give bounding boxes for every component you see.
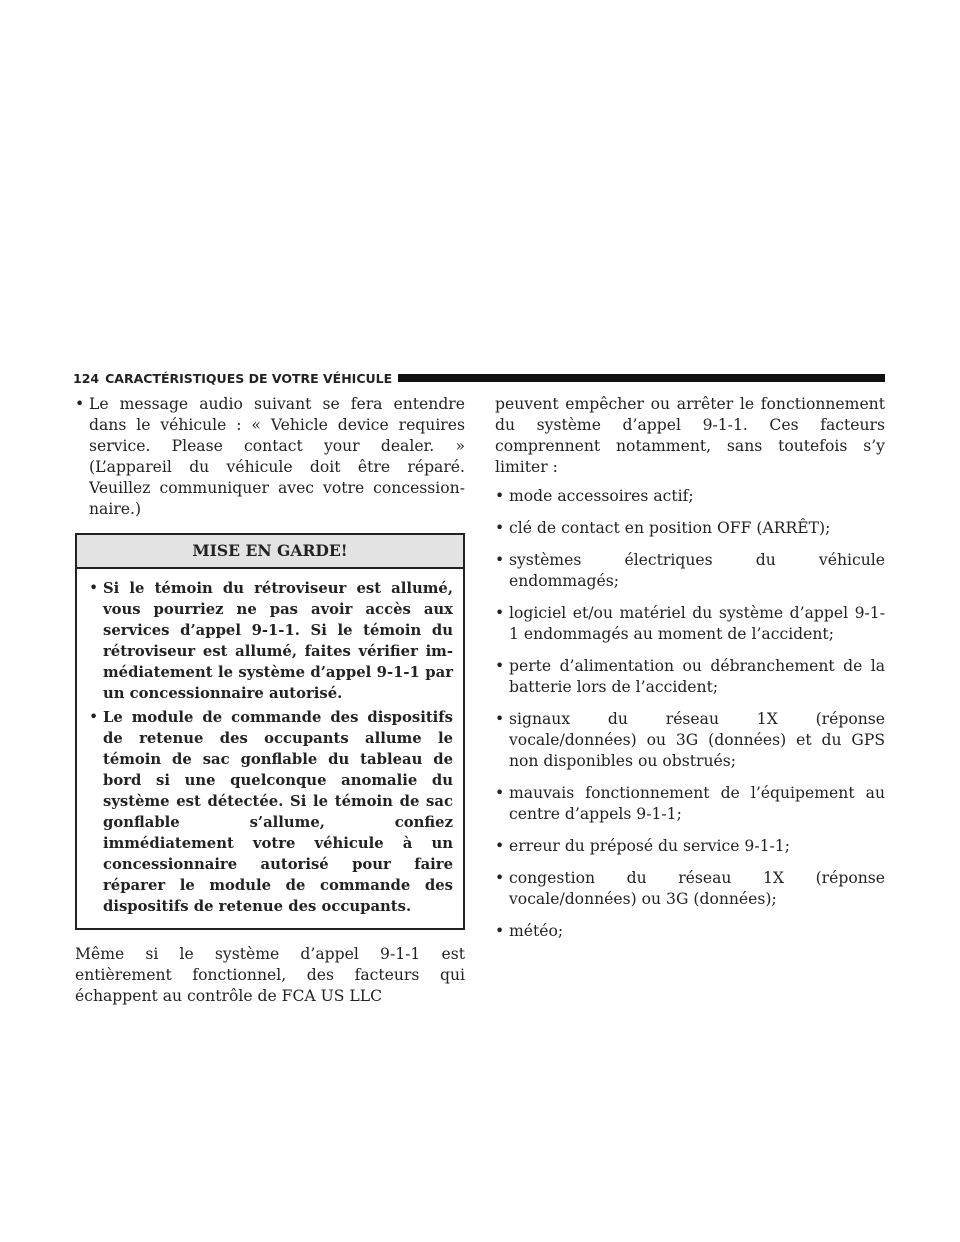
bullet-glyph: • — [495, 519, 505, 537]
warning-item-text: Le module de commande des dispositifs de retenue des occupants allume le témoin de sac gonflable du tableau de bord si une quelconque anomalie du système est détectée. Si le témoin de sac gonflable s’allume, confiez immédiatement votre véhicule à un concessionnaire autorisé pour faire réparer le module de commande des dispositifs de retenue des occupants. — [103, 709, 453, 915]
warning-box — [75, 533, 465, 930]
page-header — [73, 368, 885, 388]
list-item — [495, 709, 885, 772]
bullet-glyph: • — [495, 487, 505, 505]
list-item-text: météo; — [509, 922, 564, 940]
list-item — [495, 921, 885, 942]
bullet-glyph: • — [495, 710, 505, 728]
list-item-text: signaux du réseau 1X (réponse vocale/données) ou 3G (données) et du GPS non disponibles ou obstrués; — [509, 710, 885, 770]
list-item-text: clé de contact en position OFF (ARRÊT); — [509, 519, 831, 537]
section-title: CARACTÉRISTIQUES DE VOTRE VÉHICULE — [105, 370, 393, 386]
body-paragraph-continued: peuvent empêcher ou arrêter le fonctionnement du système d’appel 9-1-1. Ces facteurs comprennent notamment, sans toutefois s’y limiter : — [495, 395, 885, 476]
bullet-glyph: • — [89, 708, 99, 726]
warning-item-text: Si le témoin du rétroviseur est allumé, vous pourriez ne pas avoir accès aux services d’appel 9-1-1. Si le témoin du rétroviseur est allumé, faites vérifier immédiatement le système d’appel 9-1-1 par un concessionnaire autorisé. — [103, 580, 453, 702]
bullet-glyph: • — [495, 837, 505, 855]
warning-item — [89, 707, 453, 917]
list-item — [495, 550, 885, 592]
body-paragraph: Même si le système d’appel 9-1-1 est entièrement fonctionnel, des facteurs qui échappent au contrôle de FCA US LLC — [75, 945, 465, 1005]
list-item — [495, 603, 885, 645]
right-column — [495, 394, 885, 953]
left-column — [75, 394, 465, 1015]
list-item-text: mauvais fonctionnement de l’équipement au centre d’appels 9-1-1; — [509, 784, 885, 823]
bullet-glyph: • — [495, 551, 505, 569]
bullet-glyph: • — [495, 922, 505, 940]
bullet-glyph: • — [495, 657, 505, 675]
list-item — [495, 656, 885, 698]
bullet-glyph: • — [89, 579, 99, 597]
list-item-text: logiciel et/ou matériel du système d’appel 9-1-1 endommagés au moment de l’accident; — [509, 604, 885, 643]
header-rule — [398, 374, 885, 382]
bullet-glyph: • — [495, 869, 505, 887]
list-item-text: erreur du préposé du service 9-1-1; — [509, 837, 790, 855]
bullet-glyph: • — [75, 395, 85, 413]
warning-body — [77, 569, 463, 928]
list-item-text: mode accessoires actif; — [509, 487, 694, 505]
list-item — [75, 394, 465, 520]
warning-item — [89, 578, 453, 704]
list-item — [495, 783, 885, 825]
list-item — [495, 836, 885, 857]
bullet-glyph: • — [495, 604, 505, 622]
list-item-text: perte d’alimentation ou débranchement de la batterie lors de l’accident; — [509, 657, 885, 696]
list-item-text: systèmes électriques du véhicule endommagés; — [509, 551, 885, 590]
intro-bullet-text: Le message audio suivant se fera entendre dans le véhicule : « Vehicle device requires service. Please contact your dealer. » (L’appareil du véhicule doit être réparé. Veuillez communiquer avec votre concessionnaire.) — [89, 395, 465, 518]
page-number: 124 — [73, 370, 100, 386]
list-item — [495, 518, 885, 539]
warning-title: MISE EN GARDE! — [77, 535, 463, 569]
list-item — [495, 868, 885, 910]
list-item — [495, 486, 885, 507]
bullet-glyph: • — [495, 784, 505, 802]
list-item-text: congestion du réseau 1X (réponse vocale/données) ou 3G (données); — [509, 869, 885, 908]
